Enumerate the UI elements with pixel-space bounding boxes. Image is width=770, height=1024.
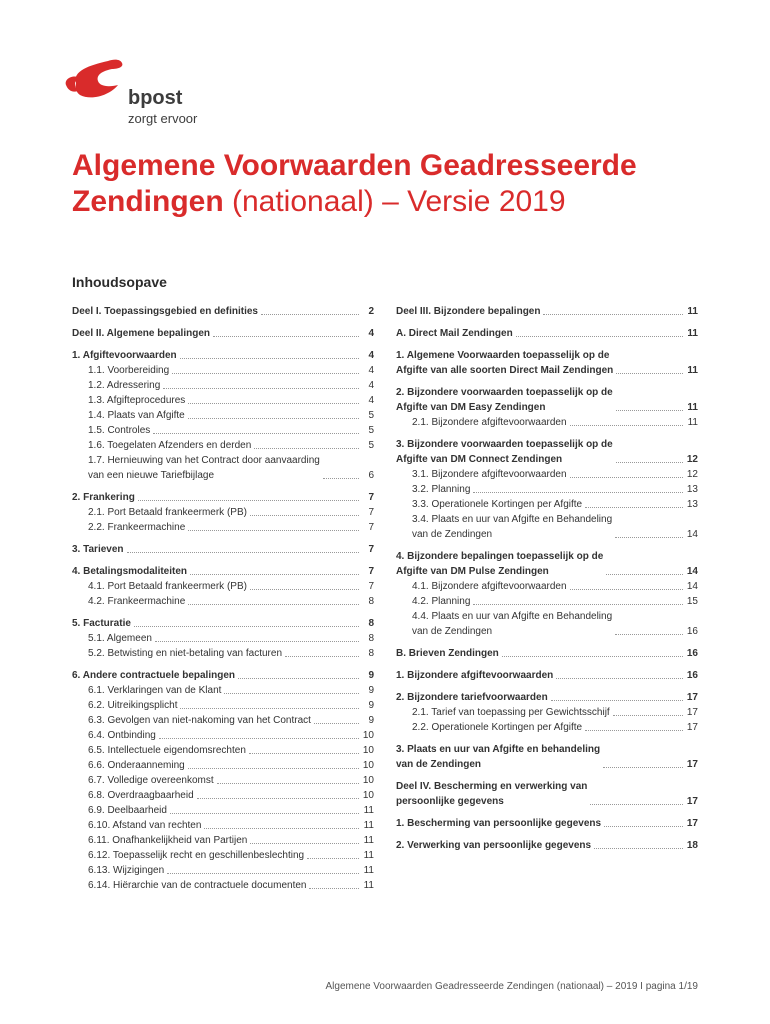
toc-entry[interactable]	[72, 438, 374, 453]
toc-leader-dots	[224, 693, 359, 694]
toc-entry-title: 6.4. Ontbinding	[88, 730, 156, 741]
toc-entry[interactable]	[72, 758, 374, 773]
toc-right-column	[396, 304, 698, 853]
toc-entry-title: 2. Verwerking van persoonlijke gegevens	[396, 840, 592, 851]
toc-entry-page: 2	[368, 306, 374, 317]
toc-gap	[396, 639, 698, 646]
title-light: (nationaal) – Versie 2019	[223, 185, 566, 218]
toc-entry[interactable]	[396, 838, 698, 853]
toc-entry[interactable]	[396, 579, 698, 594]
toc-entry-title: 1.1. Voorbereiding	[88, 365, 170, 376]
toc-entry-title: 3.1. Bijzondere afgiftevoorwaarden	[412, 469, 567, 480]
toc-entry-title: 1. Afgiftevoorwaarden	[72, 350, 177, 361]
toc-entry-page: 17	[686, 707, 698, 718]
toc-leader-dots	[473, 492, 683, 493]
toc-entry-title: 3.4. Plaats en uur van Afgifte en Behandeling van de Zendingen	[412, 514, 613, 540]
toc-entry-title: 6.2. Uitreikingsplicht	[88, 700, 178, 711]
toc-entry-page: 10	[362, 760, 374, 771]
toc-gap	[72, 483, 374, 490]
toc-leader-dots	[585, 730, 683, 731]
toc-entry[interactable]	[72, 646, 374, 661]
toc-entry[interactable]	[72, 423, 374, 438]
toc-entry-title: 6. Andere contractuele bepalingen	[72, 670, 236, 681]
toc-leader-dots	[556, 678, 683, 679]
toc-entry[interactable]	[72, 803, 374, 818]
toc-entry-page: 5	[368, 440, 374, 451]
toc-entry-page: 8	[368, 633, 374, 644]
toc-leader-dots	[153, 433, 359, 434]
toc-gap	[396, 341, 698, 348]
toc-entry[interactable]	[396, 690, 698, 705]
toc-leader-dots	[134, 626, 359, 627]
toc-leader-dots	[197, 798, 359, 799]
toc-leader-dots	[170, 813, 359, 814]
toc-gap	[72, 661, 374, 668]
toc-leader-dots	[616, 410, 683, 411]
toc-entry[interactable]	[396, 437, 698, 467]
toc-leader-dots	[543, 314, 683, 315]
toc-entry-page: 17	[686, 818, 698, 829]
toc-entry[interactable]	[72, 490, 374, 505]
toc-entry-page: 11	[363, 820, 374, 831]
toc-entry-page: 4	[368, 395, 374, 406]
toc-entry-page: 4	[368, 350, 374, 361]
toc-entry-title: 6.7. Volledige overeenkomst	[88, 775, 214, 786]
toc-entry[interactable]	[72, 863, 374, 878]
toc-entry[interactable]	[72, 579, 374, 594]
toc-entry-title: 1.2. Adressering	[88, 380, 161, 391]
toc-entry-page: 8	[368, 618, 374, 629]
toc-entry[interactable]	[72, 453, 374, 483]
toc-leader-dots	[238, 678, 359, 679]
toc-entry-page: 12	[686, 454, 698, 465]
toc-entry[interactable]	[72, 848, 374, 863]
toc-leader-dots	[188, 768, 359, 769]
toc-entry-title: 6.13. Wijzigingen	[88, 865, 165, 876]
toc-entry-title: Deel III. Bijzondere bepalingen	[396, 306, 541, 317]
toc-leader-dots	[314, 723, 359, 724]
toc-entry[interactable]	[396, 609, 698, 639]
toc-entry-title: 6.5. Intellectuele eigendomsrechten	[88, 745, 246, 756]
toc-entry-title: 4.4. Plaats en uur van Afgifte en Behandeling van de Zendingen	[412, 611, 613, 637]
toc-gap	[396, 683, 698, 690]
toc-leader-dots	[249, 753, 359, 754]
toc-entry[interactable]	[72, 594, 374, 609]
toc-leader-dots	[180, 358, 359, 359]
toc-gap	[396, 809, 698, 816]
toc-leader-dots	[604, 826, 683, 827]
toc-gap	[396, 772, 698, 779]
toc-entry-page: 4	[368, 328, 374, 339]
toc-entry-page: 6	[368, 470, 374, 481]
toc-leader-dots	[473, 604, 683, 605]
title-bold: Algemene Voorwaarden Geadresseerde Zendingen	[72, 149, 637, 218]
toc-entry[interactable]	[72, 683, 374, 698]
toc-gap	[72, 319, 374, 326]
toc-entry[interactable]	[396, 549, 698, 579]
toc-entry-title: 2.2. Operationele Kortingen per Afgifte	[412, 722, 583, 733]
toc-entry-title: 4.2. Frankeermachine	[88, 596, 186, 607]
toc-gap	[72, 341, 374, 348]
toc-entry[interactable]	[396, 668, 698, 683]
toc-entry-title: 6.6. Onderaanneming	[88, 760, 185, 771]
toc-entry[interactable]	[72, 668, 374, 683]
toc-entry-title: 2.1. Bijzondere afgiftevoorwaarden	[412, 417, 567, 428]
toc-entry-page: 11	[363, 880, 374, 891]
toc-entry-title: 2. Frankering	[72, 492, 135, 503]
toc-leader-dots	[615, 634, 683, 635]
toc-entry-title: 2.2. Frankeermachine	[88, 522, 186, 533]
toc-entry[interactable]	[396, 512, 698, 542]
toc-gap	[396, 378, 698, 385]
toc-entry-page: 16	[686, 648, 698, 659]
toc-entry-page: 9	[368, 700, 374, 711]
toc-entry-title: 4. Betalingsmodaliteiten	[72, 566, 188, 577]
toc-gap	[396, 430, 698, 437]
toc-entry-title: 1.6. Toegelaten Afzenders en derden	[88, 440, 252, 451]
toc-leader-dots	[307, 858, 359, 859]
toc-entry-title: 2. Bijzondere tariefvoorwaarden	[396, 692, 548, 703]
toc-entry-page: 10	[362, 745, 374, 756]
toc-entry[interactable]	[72, 304, 374, 319]
toc-entry[interactable]	[72, 773, 374, 788]
toc-entry[interactable]	[396, 742, 698, 772]
toc-entry[interactable]	[72, 743, 374, 758]
toc-entry-page: 11	[687, 365, 698, 376]
toc-leader-dots	[570, 589, 683, 590]
toc-leader-dots	[159, 738, 359, 739]
toc-entry[interactable]	[72, 564, 374, 579]
toc-entry[interactable]	[72, 698, 374, 713]
toc-leader-dots	[163, 388, 359, 389]
toc-entry-title: 6.1. Verklaringen van de Klant	[88, 685, 222, 696]
toc-entry[interactable]	[72, 728, 374, 743]
toc-leader-dots	[590, 804, 683, 805]
toc-gap	[396, 735, 698, 742]
toc-entry[interactable]	[72, 326, 374, 341]
toc-entry[interactable]	[72, 833, 374, 848]
toc-leader-dots	[613, 715, 683, 716]
toc-leader-dots	[217, 783, 359, 784]
toc-gap	[396, 542, 698, 549]
toc-entry[interactable]	[396, 497, 698, 512]
bpost-horn-icon	[62, 55, 132, 110]
toc-entry-page: 11	[363, 835, 374, 846]
toc-entry-title: 6.10. Afstand van rechten	[88, 820, 202, 831]
toc-entry[interactable]	[396, 594, 698, 609]
toc-entry[interactable]	[72, 542, 374, 557]
toc-entry[interactable]	[72, 520, 374, 535]
toc-entry-page: 16	[686, 670, 698, 681]
toc-entry-page: 17	[686, 692, 698, 703]
toc-entry-title: 6.14. Hiërarchie van de contractuele documenten	[88, 880, 307, 891]
toc-entry[interactable]	[396, 415, 698, 430]
toc-entry[interactable]	[72, 393, 374, 408]
toc-entry-title: 2.1. Tarief van toepassing per Gewichtsschijf	[412, 707, 610, 718]
toc-entry[interactable]	[72, 818, 374, 833]
toc-entry-title: 1. Bescherming van persoonlijke gegevens	[396, 818, 602, 829]
toc-leader-dots	[323, 478, 359, 479]
toc-entry-page: 8	[368, 648, 374, 659]
toc-entry-title: 3.2. Planning	[412, 484, 471, 495]
toc-entry-title: 6.3. Gevolgen van niet-nakoming van het Contract	[88, 715, 311, 726]
toc-leader-dots	[285, 656, 359, 657]
toc-entry[interactable]	[396, 646, 698, 661]
toc-entry-page: 11	[687, 328, 698, 339]
toc-entry-title: 3.3. Operationele Kortingen per Afgifte	[412, 499, 583, 510]
toc-leader-dots	[172, 373, 359, 374]
toc-entry[interactable]	[396, 348, 698, 378]
toc-leader-dots	[213, 336, 359, 337]
toc-entry-page: 16	[686, 626, 698, 637]
toc-leader-dots	[594, 848, 683, 849]
toc-entry-page: 7	[368, 507, 374, 518]
toc-leader-dots	[570, 425, 683, 426]
toc-entry-page: 17	[686, 722, 698, 733]
toc-entry-title: 4.2. Planning	[412, 596, 471, 607]
toc-entry-page: 10	[362, 730, 374, 741]
toc-entry-title: 4.1. Port Betaald frankeermerk (PB)	[88, 581, 247, 592]
toc-entry-page: 12	[686, 469, 698, 480]
toc-gap	[72, 535, 374, 542]
toc-entry[interactable]	[396, 720, 698, 735]
toc-entry-page: 5	[368, 425, 374, 436]
toc-entry-title: 3. Plaats en uur van Afgifte en behandeling van de Zendingen	[396, 744, 601, 770]
toc-entry-page: 11	[687, 402, 698, 413]
toc-entry-title: 1. Algemene Voorwaarden toepasselijk op de Afgifte van alle soorten Direct Mail Zendingen	[396, 350, 614, 376]
toc-entry[interactable]	[396, 385, 698, 415]
page-footer: Algemene Voorwaarden Geadresseerde Zendingen (nationaal) – 2019 I pagina 1/19	[325, 981, 698, 992]
toc-entry[interactable]	[396, 816, 698, 831]
toc-leader-dots	[570, 477, 683, 478]
toc-entry-page: 7	[368, 581, 374, 592]
toc-leader-dots	[250, 843, 359, 844]
toc-entry-page: 15	[686, 596, 698, 607]
toc-gap	[396, 319, 698, 326]
toc-entry[interactable]	[396, 326, 698, 341]
toc-leader-dots	[188, 418, 359, 419]
toc-leader-dots	[250, 589, 359, 590]
toc-leader-dots	[606, 574, 683, 575]
toc-entry-title: 1.4. Plaats van Afgifte	[88, 410, 185, 421]
bpost-logo	[62, 55, 202, 135]
toc-entry[interactable]	[72, 408, 374, 423]
toc-leader-dots	[180, 708, 359, 709]
toc-entry[interactable]	[396, 304, 698, 319]
toc-entry-title: 6.12. Toepasselijk recht en geschillenbeslechting	[88, 850, 305, 861]
toc-leader-dots	[190, 574, 359, 575]
toc-entry-page: 17	[686, 759, 698, 770]
toc-gap	[72, 609, 374, 616]
toc-entry-title: Deel I. Toepassingsgebied en definities	[72, 306, 258, 317]
toc-entry-page: 11	[687, 306, 698, 317]
toc-entry-title: 2.1. Port Betaald frankeermerk (PB)	[88, 507, 247, 518]
toc-entry-page: 7	[368, 492, 374, 503]
toc-entry-title: 1.3. Afgifteprocedures	[88, 395, 186, 406]
toc-entry-page: 17	[686, 796, 698, 807]
toc-entry-title: 1.5. Controles	[88, 425, 151, 436]
toc-entry-page: 9	[368, 670, 374, 681]
toc-entry-title: B. Brieven Zendingen	[396, 648, 499, 659]
toc-entry-page: 4	[368, 365, 374, 376]
toc-entry[interactable]	[72, 616, 374, 631]
toc-entry[interactable]	[72, 713, 374, 728]
toc-entry[interactable]	[72, 348, 374, 363]
toc-left-column	[72, 304, 374, 893]
toc-entry-page: 13	[686, 484, 698, 495]
toc-entry-page: 7	[368, 566, 374, 577]
toc-gap	[396, 661, 698, 668]
toc-entry-title: 3. Tarieven	[72, 544, 124, 555]
toc-entry-title: 6.9. Deelbaarheid	[88, 805, 167, 816]
document-title	[72, 148, 712, 220]
toc-entry-page: 14	[686, 566, 698, 577]
toc-entry-title: 6.11. Onafhankelijkheid van Partijen	[88, 835, 248, 846]
toc-entry-page: 11	[687, 417, 698, 428]
toc-entry-title: A. Direct Mail Zendingen	[396, 328, 513, 339]
toc-entry[interactable]	[72, 378, 374, 393]
toc-entry-page: 11	[363, 865, 374, 876]
toc-leader-dots	[261, 314, 359, 315]
toc-leader-dots	[616, 373, 683, 374]
toc-entry-page: 10	[362, 775, 374, 786]
toc-entry-title: 5. Facturatie	[72, 618, 131, 629]
toc-leader-dots	[250, 515, 359, 516]
toc-gap	[396, 831, 698, 838]
toc-entry-title: 4.1. Bijzondere afgiftevoorwaarden	[412, 581, 567, 592]
toc-entry-title: 2. Bijzondere voorwaarden toepasselijk op de Afgifte van DM Easy Zendingen	[396, 387, 613, 413]
toc-leader-dots	[204, 828, 359, 829]
toc-leader-dots	[616, 462, 683, 463]
toc-leader-dots	[155, 641, 359, 642]
toc-entry-title: 5.2. Betwisting en niet-betaling van facturen	[88, 648, 283, 659]
toc-leader-dots	[551, 700, 683, 701]
toc-entry-page: 10	[362, 790, 374, 801]
toc-leader-dots	[585, 507, 683, 508]
toc-entry[interactable]	[72, 505, 374, 520]
toc-entry-title: 3. Bijzondere voorwaarden toepasselijk op de Afgifte van DM Connect Zendingen	[396, 439, 613, 465]
toc-entry[interactable]	[396, 482, 698, 497]
toc-entry-title: 1. Bijzondere afgiftevoorwaarden	[396, 670, 554, 681]
toc-entry[interactable]	[72, 363, 374, 378]
toc-entry-page: 14	[686, 529, 698, 540]
toc-entry-title: Deel II. Algemene bepalingen	[72, 328, 210, 339]
toc-entry-page: 9	[368, 685, 374, 696]
toc-leader-dots	[188, 530, 359, 531]
toc-leader-dots	[516, 336, 683, 337]
toc-leader-dots	[167, 873, 359, 874]
toc-leader-dots	[254, 448, 359, 449]
toc-leader-dots	[127, 552, 359, 553]
toc-entry-page: 13	[686, 499, 698, 510]
toc-entry[interactable]	[396, 467, 698, 482]
toc-entry[interactable]	[72, 631, 374, 646]
toc-leader-dots	[502, 656, 683, 657]
toc-entry-page: 5	[368, 410, 374, 421]
brand-name: bpost	[128, 87, 183, 109]
toc-leader-dots	[309, 888, 359, 889]
toc-entry-page: 8	[368, 596, 374, 607]
toc-entry-page: 11	[363, 805, 374, 816]
toc-entry-page: 14	[686, 581, 698, 592]
toc-gap	[72, 557, 374, 564]
toc-leader-dots	[188, 403, 359, 404]
toc-entry-page: 18	[686, 840, 698, 851]
toc-entry-title: 5.1. Algemeen	[88, 633, 152, 644]
toc-entry-page: 7	[368, 544, 374, 555]
toc-entry-page: 11	[363, 850, 374, 861]
toc-leader-dots	[188, 604, 359, 605]
toc-entry-title: 4. Bijzondere bepalingen toepasselijk op de Afgifte van DM Pulse Zendingen	[396, 551, 604, 577]
toc-entry-page: 7	[368, 522, 374, 533]
toc-heading: Inhoudsopave	[72, 274, 167, 290]
toc-leader-dots	[138, 500, 359, 501]
toc-entry[interactable]	[72, 878, 374, 893]
toc-entry-page: 4	[368, 380, 374, 391]
toc-entry-title: 6.8. Overdraagbaarheid	[88, 790, 194, 801]
toc-entry-page: 9	[368, 715, 374, 726]
toc-entry[interactable]	[396, 779, 698, 809]
toc-leader-dots	[615, 537, 683, 538]
toc-leader-dots	[603, 767, 683, 768]
toc-entry-title: 1.7. Hernieuwing van het Contract door aanvaarding van een nieuwe Tariefbijlage	[88, 455, 320, 481]
toc-entry-title: Deel IV. Bescherming en verwerking van persoonlijke gegevens	[396, 781, 588, 807]
toc-entry[interactable]	[396, 705, 698, 720]
toc-entry[interactable]	[72, 788, 374, 803]
brand-tagline: zorgt ervoor	[128, 111, 198, 126]
